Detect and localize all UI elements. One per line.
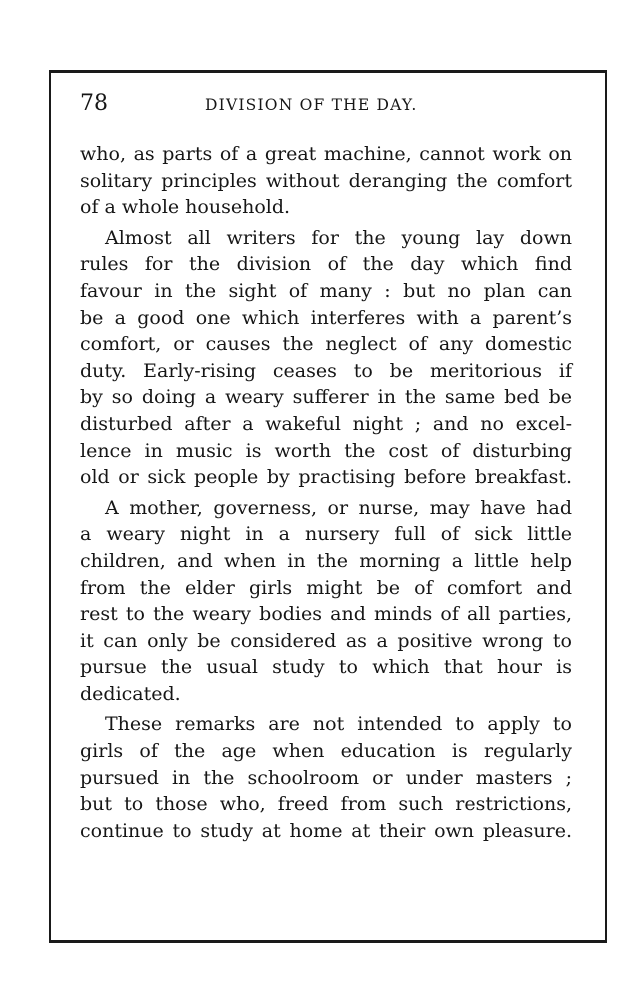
text-line: from the elder girls might be of comfort and [80, 576, 572, 599]
text-line: dedicated. [80, 682, 181, 705]
text-line: rest to the weary bodies and minds of all parties, [80, 603, 572, 626]
text-line: rules for the division of the day which find [80, 253, 572, 276]
text-line: continue to study at home at their own pleasure. [80, 819, 572, 842]
text-line: Almost all writers for the young lay down [105, 226, 572, 249]
paragraph-3 [80, 495, 572, 708]
text-line: old or sick people by practising before breakfast. [80, 466, 572, 489]
page-header [80, 89, 576, 119]
text-line: be a good one which interferes with a parent’s [80, 306, 572, 329]
text-line: who, as parts of a great machine, cannot work on [80, 143, 572, 165]
text-line: pursued in the schoolroom or under masters ; [80, 766, 572, 789]
text-line: by so doing a weary sufferer in the same bed be [80, 386, 572, 409]
text-line: favour in the sight of many : but no plan can [80, 279, 572, 302]
paragraph-1 [80, 141, 572, 221]
text-line: These remarks are not intended to apply to [105, 713, 572, 736]
paragraph-4 [80, 711, 572, 844]
text-line: girls of the age when education is regularly [80, 740, 572, 763]
text-line: children, and when in the morning a little help [80, 549, 572, 572]
text-line: a weary night in a nursery full of sick little [80, 523, 572, 546]
paragraph-2 [80, 225, 572, 491]
running-head: DIVISION OF THE DAY. [205, 96, 418, 114]
text-line: comfort, or causes the neglect of any domestic [80, 333, 572, 356]
body-text [80, 141, 572, 848]
text-line: but to those who, freed from such restrictions, [80, 793, 572, 816]
text-line: A mother, governess, or nurse, may have had [105, 496, 572, 519]
text-line: solitary principles without deranging the comfort [80, 169, 572, 192]
text-line: disturbed after a wakeful night ; and no excel- [80, 412, 572, 435]
text-line: of a whole household. [80, 196, 291, 219]
text-line: it can only be considered as a positive wrong to [80, 629, 572, 652]
text-line: pursue the usual study to which that hour is [80, 656, 572, 679]
page-number: 78 [80, 91, 108, 116]
text-line: duty. Early-rising ceases to be meritorious if [80, 359, 572, 382]
text-line: lence in music is worth the cost of disturbing [80, 439, 572, 462]
